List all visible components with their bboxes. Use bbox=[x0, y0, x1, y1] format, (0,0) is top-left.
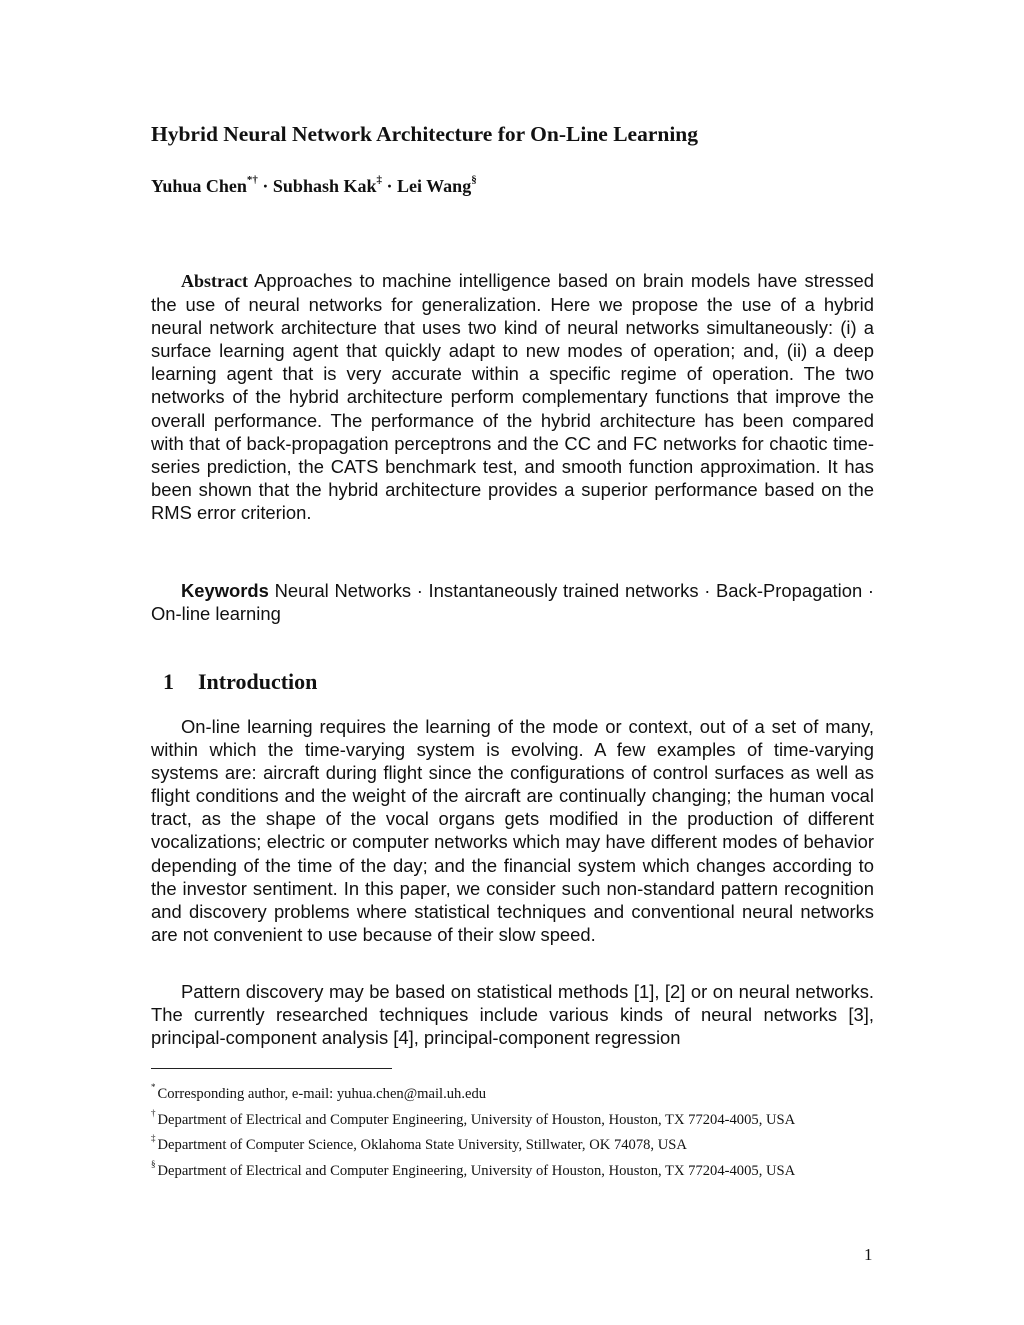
author-name: Yuhua Chen bbox=[151, 176, 247, 196]
keywords bbox=[151, 579, 874, 625]
footnote-mark: † bbox=[151, 1107, 156, 1118]
abstract-label: Abstract bbox=[181, 271, 248, 291]
footnotes bbox=[151, 1079, 874, 1182]
footnote-mark: ‡ bbox=[151, 1133, 156, 1144]
footnote bbox=[151, 1079, 874, 1105]
section-heading bbox=[163, 669, 317, 695]
footnote bbox=[151, 1130, 874, 1156]
footnote bbox=[151, 1156, 874, 1182]
author-list bbox=[151, 176, 477, 197]
footnote-text: Corresponding author, e-mail: yuhua.chen@mail.uh.edu bbox=[157, 1085, 487, 1102]
paper-page bbox=[151, 0, 874, 1325]
footnote bbox=[151, 1105, 874, 1131]
footnote-text: Department of Electrical and Computer Engineering, University of Houston, Houston, TX 77204-4005, USA bbox=[157, 1162, 796, 1179]
author-name: Lei Wang bbox=[397, 176, 472, 196]
footnote-text: Department of Electrical and Computer Engineering, University of Houston, Houston, TX 77204-4005, USA bbox=[157, 1111, 796, 1128]
author-separator: · bbox=[257, 176, 273, 196]
author-separator: · bbox=[381, 176, 397, 196]
author-marks: § bbox=[471, 174, 477, 186]
abstract bbox=[151, 269, 874, 524]
keywords-text: Neural Networks · Instantaneously trained networks · Back-Propagation · On-line learning bbox=[151, 580, 874, 625]
footnote-divider bbox=[151, 1068, 392, 1069]
paper-title: Hybrid Neural Network Architecture for On-Line Learning bbox=[151, 122, 699, 146]
keywords-label: Keywords bbox=[181, 580, 269, 601]
footnote-mark: * bbox=[151, 1082, 156, 1092]
section-number: 1 bbox=[163, 669, 174, 694]
author-marks: *† bbox=[246, 174, 258, 186]
section-title: Introduction bbox=[198, 669, 318, 694]
intro-paragraph: Pattern discovery may be based on statistical methods [1], [2] or on neural networks. The currently researched techniques include various kinds of neural networks [3], principal-component analysis [4], principal-component regression bbox=[151, 981, 874, 1049]
abstract-text: Approaches to machine intelligence based on brain models have stressed the use of neural networks for generalization. Here we propose the use of a hybrid neural network architecture that uses two kind of neural networks simultaneously: (i) a surface learning agent that quickly adapt to new modes of operation; and, (ii) a deep learning agent that is very accurate within a specific regime of operation. The two networks of the hybrid architecture perform complementary functions that improve the overall performance. The performance of the hybrid architecture has been compared with that of back-propagation perceptrons and the CC and FC networks for chaotic time-series prediction, the CATS benchmark test, and smooth function approximation. It has been shown that the hybrid architecture provides a superior performance based on the RMS error criterion. bbox=[151, 270, 874, 523]
footnote-mark: § bbox=[151, 1158, 156, 1169]
footnote-text: Department of Computer Science, Oklahoma State University, Stillwater, OK 74078, USA bbox=[157, 1137, 687, 1154]
author-marks: ‡ bbox=[376, 174, 382, 186]
author-name: Subhash Kak bbox=[272, 176, 377, 196]
intro-paragraph: On-line learning requires the learning of the mode or context, out of a set of many, within which the time-varying system is evolving. A few examples of time-varying systems are: aircraft during flight since the configurations of control surfaces as well as flight conditions and the weight of the aircraft are continually changing; the human vocal tract, as the shape of the vocal organs gets modified in the production of different vocalizations; electric or computer networks which may have different modes of behavior depending of the time of the day; and the financial system which changes according to the investor sentiment. In this paper, we consider such non-standard pattern recognition and discovery problems where statistical techniques and conventional neural networks are not convenient to use because of their slow speed. bbox=[151, 716, 874, 945]
page-number: 1 bbox=[864, 1245, 873, 1264]
